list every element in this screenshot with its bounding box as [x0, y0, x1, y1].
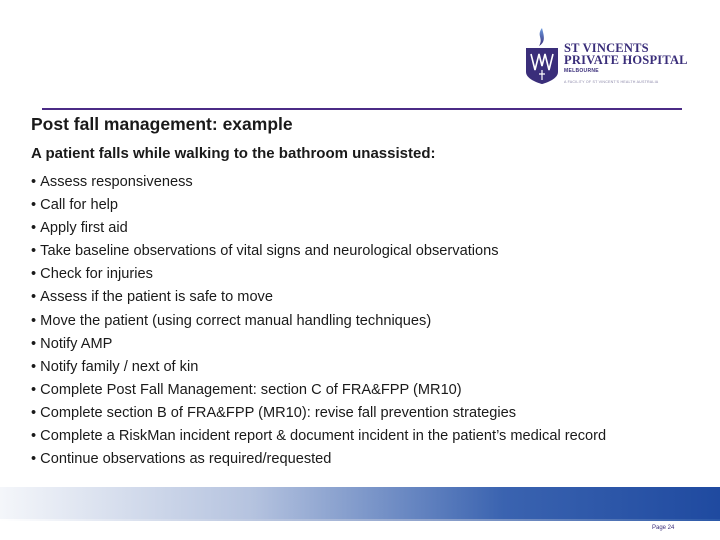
bullet-item: • Continue observations as required/requested	[31, 448, 606, 471]
bullet-list	[31, 171, 606, 471]
bullet-item: • Apply first aid	[31, 217, 606, 240]
header-divider	[42, 108, 682, 110]
footer-divider	[0, 519, 720, 521]
slide-title: Post fall management: example	[31, 114, 293, 134]
bullet-item: • Complete a RiskMan incident report & document incident in the patient’s medical record	[31, 425, 606, 448]
logo-emblem-icon	[522, 26, 562, 86]
slide-subtitle: A patient falls while walking to the bathroom unassisted:	[31, 145, 436, 162]
footer-band	[0, 487, 720, 519]
logo-city: MELBOURNE	[564, 68, 599, 74]
bullet-item: • Notify AMP	[31, 333, 606, 356]
logo-tagline: A FACILITY OF ST VINCENT'S HEALTH AUSTRALIA	[564, 80, 659, 84]
bullet-item: • Notify family / next of kin	[31, 356, 606, 379]
bullet-item: • Check for injuries	[31, 263, 606, 286]
page-number: Page 24	[652, 525, 675, 531]
logo-line-2: PRIVATE HOSPITAL	[564, 53, 688, 67]
logo-wordmark	[564, 42, 688, 66]
bullet-item: • Assess if the patient is safe to move	[31, 286, 606, 309]
hospital-logo	[522, 26, 692, 88]
bullet-item: • Take baseline observations of vital signs and neurological observations	[31, 240, 606, 263]
logo-line-1: ST VINCENTS	[564, 41, 649, 55]
bullet-item: • Move the patient (using correct manual handling techniques)	[31, 310, 606, 333]
bullet-item: • Complete Post Fall Management: section C of FRA&FPP (MR10)	[31, 379, 606, 402]
bullet-item: • Call for help	[31, 194, 606, 217]
bullet-item: • Complete section B of FRA&FPP (MR10): revise fall prevention strategies	[31, 402, 606, 425]
bullet-item: • Assess responsiveness	[31, 171, 606, 194]
